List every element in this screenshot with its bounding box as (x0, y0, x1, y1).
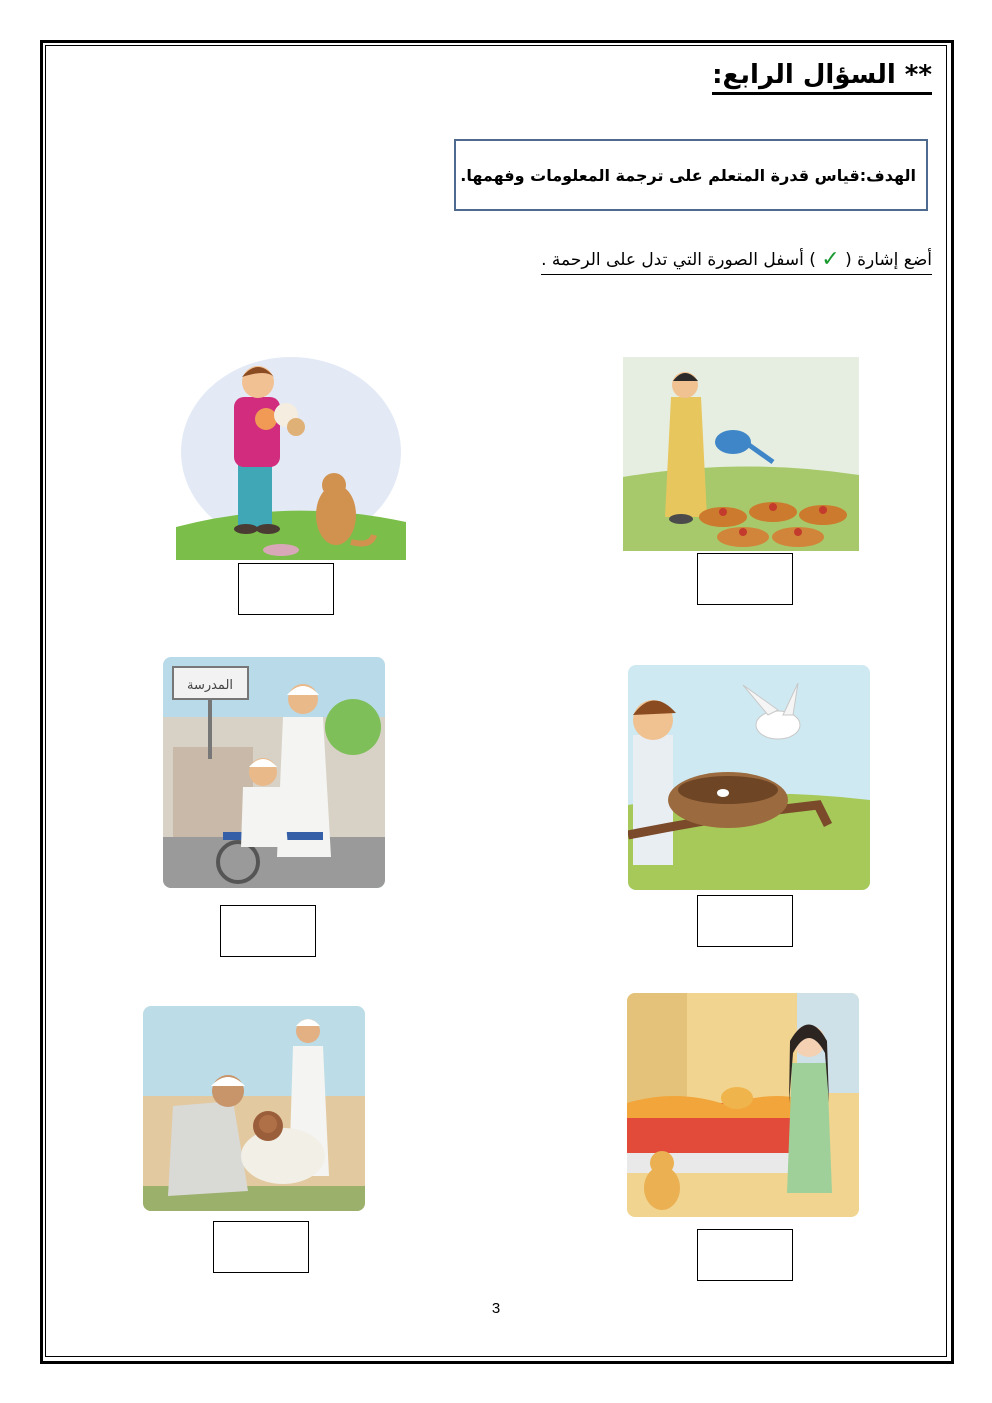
nest-dove-illustration (628, 665, 870, 890)
instruction-after: ) أسفل الصورة التي تدل على الرحمة . (541, 250, 816, 270)
picture-boy-watering-plants (623, 357, 859, 551)
answer-box-4[interactable] (697, 895, 793, 947)
boy-watering-plants-illustration (623, 357, 859, 551)
answer-box-1[interactable] (238, 563, 334, 615)
instruction (541, 245, 932, 275)
goal-text: الهدف:قياس قدرة المتعلم على ترجمة المعلومات وفهمها. (460, 165, 916, 185)
school-sign-text: المدرسة (186, 678, 234, 693)
instruction-before: أضع إشارة ( (845, 250, 932, 270)
picture-man-boy-sheep (143, 1006, 365, 1211)
answer-box-3[interactable] (220, 905, 316, 957)
picture-boy-wheelchair-school (163, 657, 385, 888)
boy-with-cats-illustration (176, 357, 406, 560)
man-boy-sheep-illustration (143, 1006, 365, 1211)
answer-box-6[interactable] (697, 1229, 793, 1281)
check-mark-icon: ✓ (821, 247, 840, 272)
picture-boy-nest-dove (628, 665, 870, 890)
girl-kittens-bed-illustration (627, 993, 859, 1217)
goal-box (454, 139, 928, 211)
picture-boy-with-cats (176, 357, 406, 560)
page-number: 3 (491, 1300, 501, 1317)
question-title: ** السؤال الرابع: (712, 58, 932, 95)
answer-box-5[interactable] (213, 1221, 309, 1273)
answer-box-2[interactable] (697, 553, 793, 605)
wheelchair-school-illustration (163, 657, 385, 888)
picture-girl-kittens-bed (627, 993, 859, 1217)
